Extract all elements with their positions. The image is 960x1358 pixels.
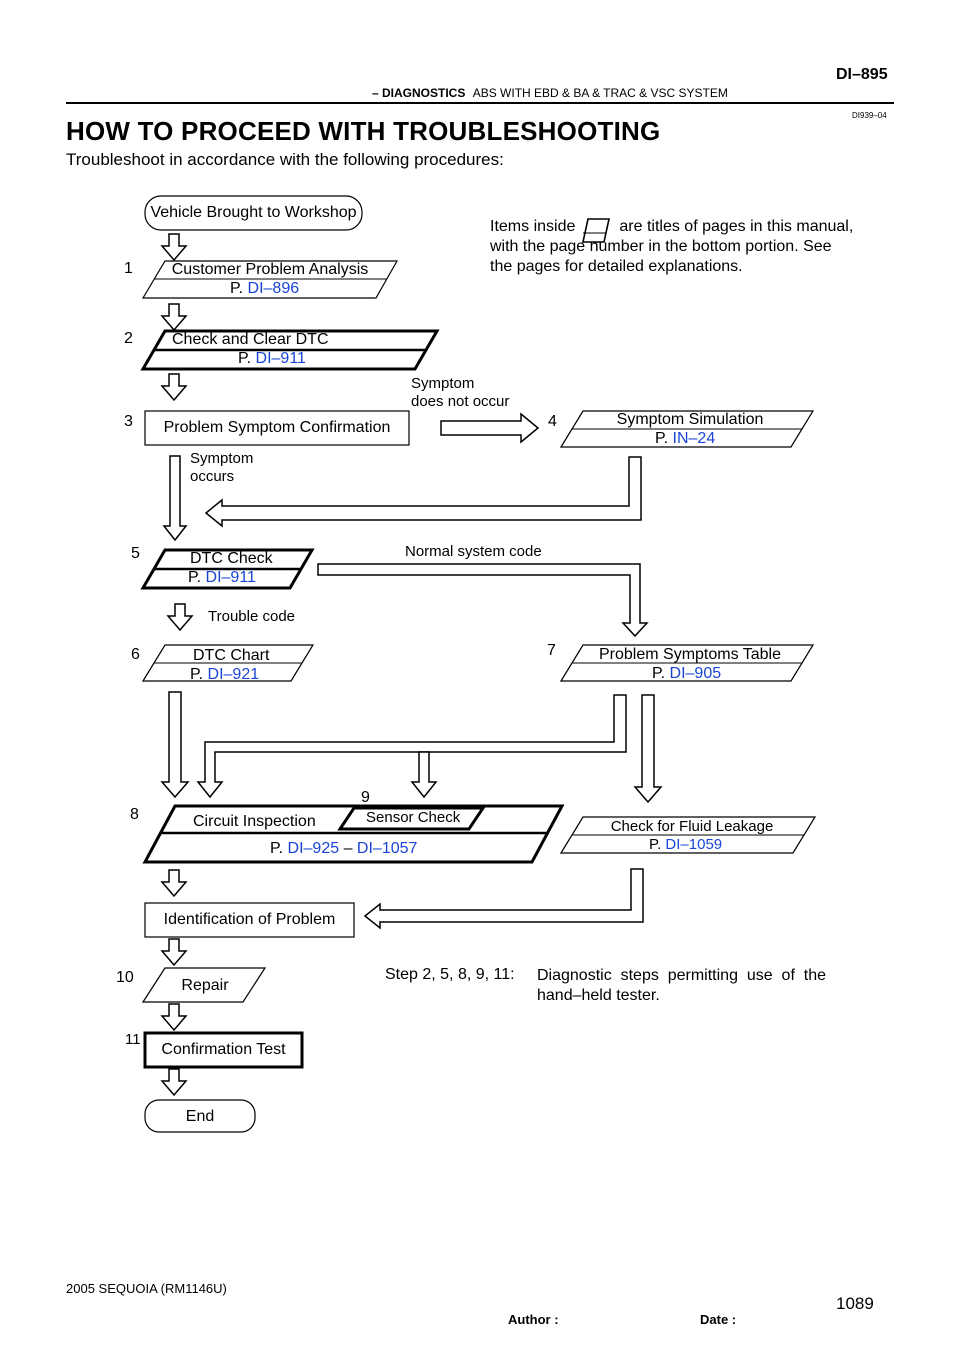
arrow-down-icon	[168, 604, 192, 630]
branch-label-line2: does not occur	[411, 393, 510, 410]
step-title: DTC Chart	[193, 647, 270, 664]
step-number: 10	[116, 969, 134, 986]
note-line2: with the page number in the bottom portion. See	[490, 238, 832, 255]
footnote-desc-line2: hand–held tester.	[537, 987, 660, 1004]
branch-label	[411, 375, 509, 411]
step-title: Problem Symptoms Table	[599, 646, 781, 663]
branch-label-line2: occurs	[190, 468, 235, 485]
page-range-separator: –	[343, 840, 353, 857]
step-number: 9	[361, 789, 370, 806]
step-title: Problem Symptom Confirmation	[163, 419, 391, 436]
footer-date-label: Date :	[700, 1312, 737, 1327]
footnote-desc	[537, 966, 826, 1006]
footer-page-number: 1089	[836, 1294, 874, 1313]
arrow-down-icon	[162, 1004, 186, 1030]
page-prefix: P.	[649, 836, 662, 853]
ref-code: DI939–04	[852, 111, 887, 120]
note-text-before: Items inside	[490, 218, 576, 235]
branch-label	[190, 450, 253, 486]
page-link[interactable]: DI–1059	[665, 836, 723, 853]
branch-label: Normal system code	[405, 543, 542, 560]
branch-label: Trouble code	[208, 608, 295, 625]
step-page-ref	[238, 350, 306, 368]
arrow-down-icon	[162, 870, 186, 896]
step-page-ref	[649, 836, 722, 854]
step-number: 6	[131, 646, 140, 663]
arrow-down-icon	[162, 1069, 186, 1095]
intro-text: Troubleshoot in accordance with the following procedures:	[66, 150, 504, 169]
page-prefix: P.	[652, 665, 666, 682]
step-title: Sensor Check	[366, 809, 461, 826]
step-page-ref	[230, 280, 299, 298]
ident-label: Identification of Problem	[163, 911, 336, 928]
arrow-down-icon	[162, 939, 186, 965]
page-title: HOW TO PROCEED WITH TROUBLESHOOTING	[66, 116, 661, 146]
step-title: Repair	[181, 977, 229, 994]
page-prefix: P.	[238, 350, 252, 367]
step-page-ref	[652, 665, 721, 683]
page-link[interactable]: DI–896	[247, 280, 300, 297]
step-title: Check for Fluid Leakage	[610, 818, 774, 835]
note-line3: the pages for detailed explanations.	[490, 258, 743, 275]
page-link[interactable]: DI–1057	[356, 840, 418, 857]
step-title: Symptom Simulation	[616, 411, 764, 428]
step-number: 7	[547, 642, 556, 659]
page-prefix: P.	[270, 840, 284, 857]
footer-model: 2005 SEQUOIA (RM1146U)	[66, 1281, 227, 1296]
step-page-ref	[190, 666, 259, 684]
page-link[interactable]: DI–925	[287, 840, 340, 857]
step-title: Circuit Inspection	[193, 813, 316, 830]
page-link[interactable]: DI–921	[207, 666, 260, 683]
header-subsection: ABS WITH EBD & BA & TRAC & VSC SYSTEM	[472, 86, 728, 100]
page-prefix: P.	[655, 430, 669, 447]
step-title: Confirmation Test	[161, 1041, 286, 1058]
footer-author-label: Author :	[508, 1312, 559, 1327]
page-prefix: P.	[188, 569, 202, 586]
header-section-label: – DIAGNOSTICS	[372, 86, 466, 100]
arrow-down-icon	[162, 374, 186, 400]
step-number: 3	[124, 413, 133, 430]
step-number: 4	[548, 413, 557, 430]
step-number: 8	[130, 806, 139, 823]
arrow-down-icon	[162, 234, 186, 260]
step-title: Check and Clear DTC	[172, 331, 329, 348]
branch-label-line1: Symptom	[411, 375, 475, 392]
step-page-ref	[270, 840, 417, 858]
step-title: DTC Check	[190, 550, 273, 567]
page-prefix: P.	[230, 280, 244, 297]
footnote-desc-line1: Diagnostic steps permitting use of the	[537, 967, 827, 984]
step-title: Customer Problem Analysis	[171, 261, 369, 278]
step-page-ref	[188, 569, 256, 587]
note-text	[490, 217, 870, 277]
page-prefix: P.	[190, 666, 204, 683]
step-number: 11	[125, 1031, 141, 1048]
note-text-after: are titles of pages in this manual,	[619, 218, 854, 235]
page-link[interactable]: DI–911	[205, 569, 256, 586]
footnote-steps: Step 2, 5, 8, 9, 11:	[385, 966, 515, 983]
page-link[interactable]: DI–905	[669, 665, 722, 682]
step-number: 5	[131, 545, 140, 562]
arrow-down-icon	[162, 304, 186, 330]
step-number: 1	[124, 260, 133, 277]
page-link[interactable]: IN–24	[672, 430, 716, 447]
page-link[interactable]: DI–911	[255, 350, 306, 367]
start-label: Vehicle Brought to Workshop	[150, 204, 357, 221]
step-page-ref	[655, 430, 715, 448]
page-code: DI–895	[836, 66, 888, 83]
end-label: End	[185, 1108, 215, 1125]
branch-label-line1: Symptom	[190, 450, 254, 467]
step-number: 2	[124, 330, 133, 347]
